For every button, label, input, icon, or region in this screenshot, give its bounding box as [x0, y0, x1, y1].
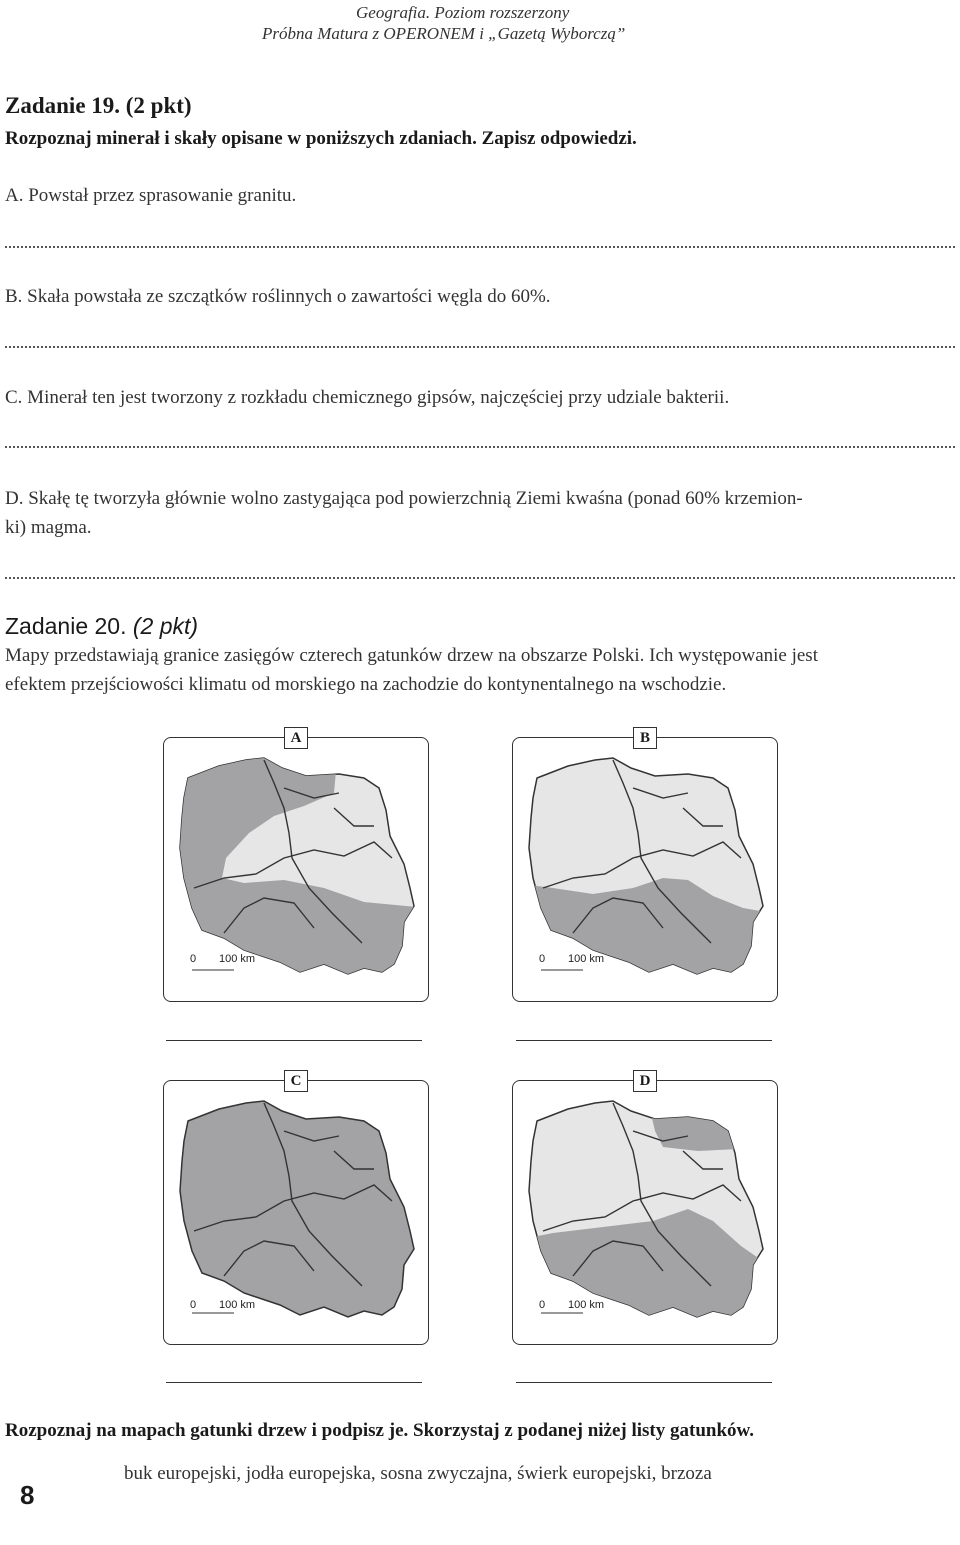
map-c-scale-zero: 0 — [190, 1299, 197, 1311]
header-subject: Geografia. Poziom rozszerzony — [356, 3, 570, 22]
answer-line-map-c[interactable] — [166, 1382, 422, 1383]
map-a-scale-zero: 0 — [190, 953, 197, 965]
task-20-title — [5, 613, 198, 640]
task-20-instruction: Rozpoznaj na mapach gatunki drzew i podpisz je. Skorzystaj z podanej niżej listy gatunków. — [5, 1420, 754, 1441]
answer-line-c[interactable] — [5, 446, 955, 448]
map-c-label: C — [284, 1070, 308, 1092]
answer-line-a[interactable] — [5, 246, 955, 248]
task-20-title-main: Zadanie 20. — [5, 613, 133, 639]
map-c-scale-text: 100 km — [219, 1299, 256, 1311]
header-exam-name: Próbna Matura z OPERONEM i „Gazetą Wyborczą” — [262, 24, 626, 43]
task-19-item-b: B. Skała powstała ze szczątków roślinnych o zawartości węgla do 60%. — [5, 286, 551, 307]
map-d-scale-zero: 0 — [539, 1299, 546, 1311]
answer-line-b[interactable] — [5, 346, 955, 348]
task-19-title: Zadanie 19. (2 pkt) — [5, 93, 192, 118]
map-b — [512, 730, 778, 1002]
task-19-item-c: C. Minerał ten jest tworzony z rozkładu chemicznego gipsów, najczęściej przy udziale bakterii. — [5, 387, 730, 408]
map-c-graphic — [164, 1081, 428, 1344]
task-20-points: (2 pkt) — [132, 613, 199, 639]
map-a-label: A — [284, 727, 308, 749]
page-number: 8 — [20, 1480, 35, 1510]
species-list: buk europejski, jodła europejska, sosna zwyczajna, świerk europejski, brzoza — [124, 1463, 712, 1484]
answer-line-map-b[interactable] — [516, 1040, 772, 1041]
task-19-item-a: A. Powstał przez sprasowanie granitu. — [5, 185, 297, 206]
map-a-scale-text: 100 km — [219, 953, 256, 965]
map-b-label: B — [633, 727, 657, 749]
map-c — [163, 1073, 429, 1345]
task-20-text-1: Mapy przedstawiają granice zasięgów czterech gatunków drzew na obszarze Polski. Ich występowanie jest — [5, 645, 818, 666]
map-a — [163, 730, 429, 1002]
map-d-label: D — [633, 1070, 657, 1092]
map-b-scale-text: 100 km — [568, 953, 605, 965]
task-20-text-2: efektem przejściowości klimatu od morskiego na zachodzie do kontynentalnego na wschodzie. — [5, 674, 727, 695]
task-19-item-d-cont: ki) magma. — [5, 517, 92, 538]
task-19-instruction: Rozpoznaj minerał i skały opisane w poniższych zdaniach. Zapisz odpowiedzi. — [5, 128, 637, 149]
answer-line-map-d[interactable] — [516, 1382, 772, 1383]
answer-line-d[interactable] — [5, 577, 955, 579]
map-a-graphic — [164, 738, 428, 1001]
map-b-graphic — [513, 738, 777, 1001]
task-19-item-d: D. Skałę tę tworzyła głównie wolno zastygająca pod powierzchnią Ziemi kwaśna (ponad 60% krzemion- — [5, 488, 803, 509]
map-d-scale-text: 100 km — [568, 1299, 605, 1311]
map-d — [512, 1073, 778, 1345]
map-d-graphic — [513, 1081, 777, 1344]
map-b-scale-zero: 0 — [539, 953, 546, 965]
answer-line-map-a[interactable] — [166, 1040, 422, 1041]
